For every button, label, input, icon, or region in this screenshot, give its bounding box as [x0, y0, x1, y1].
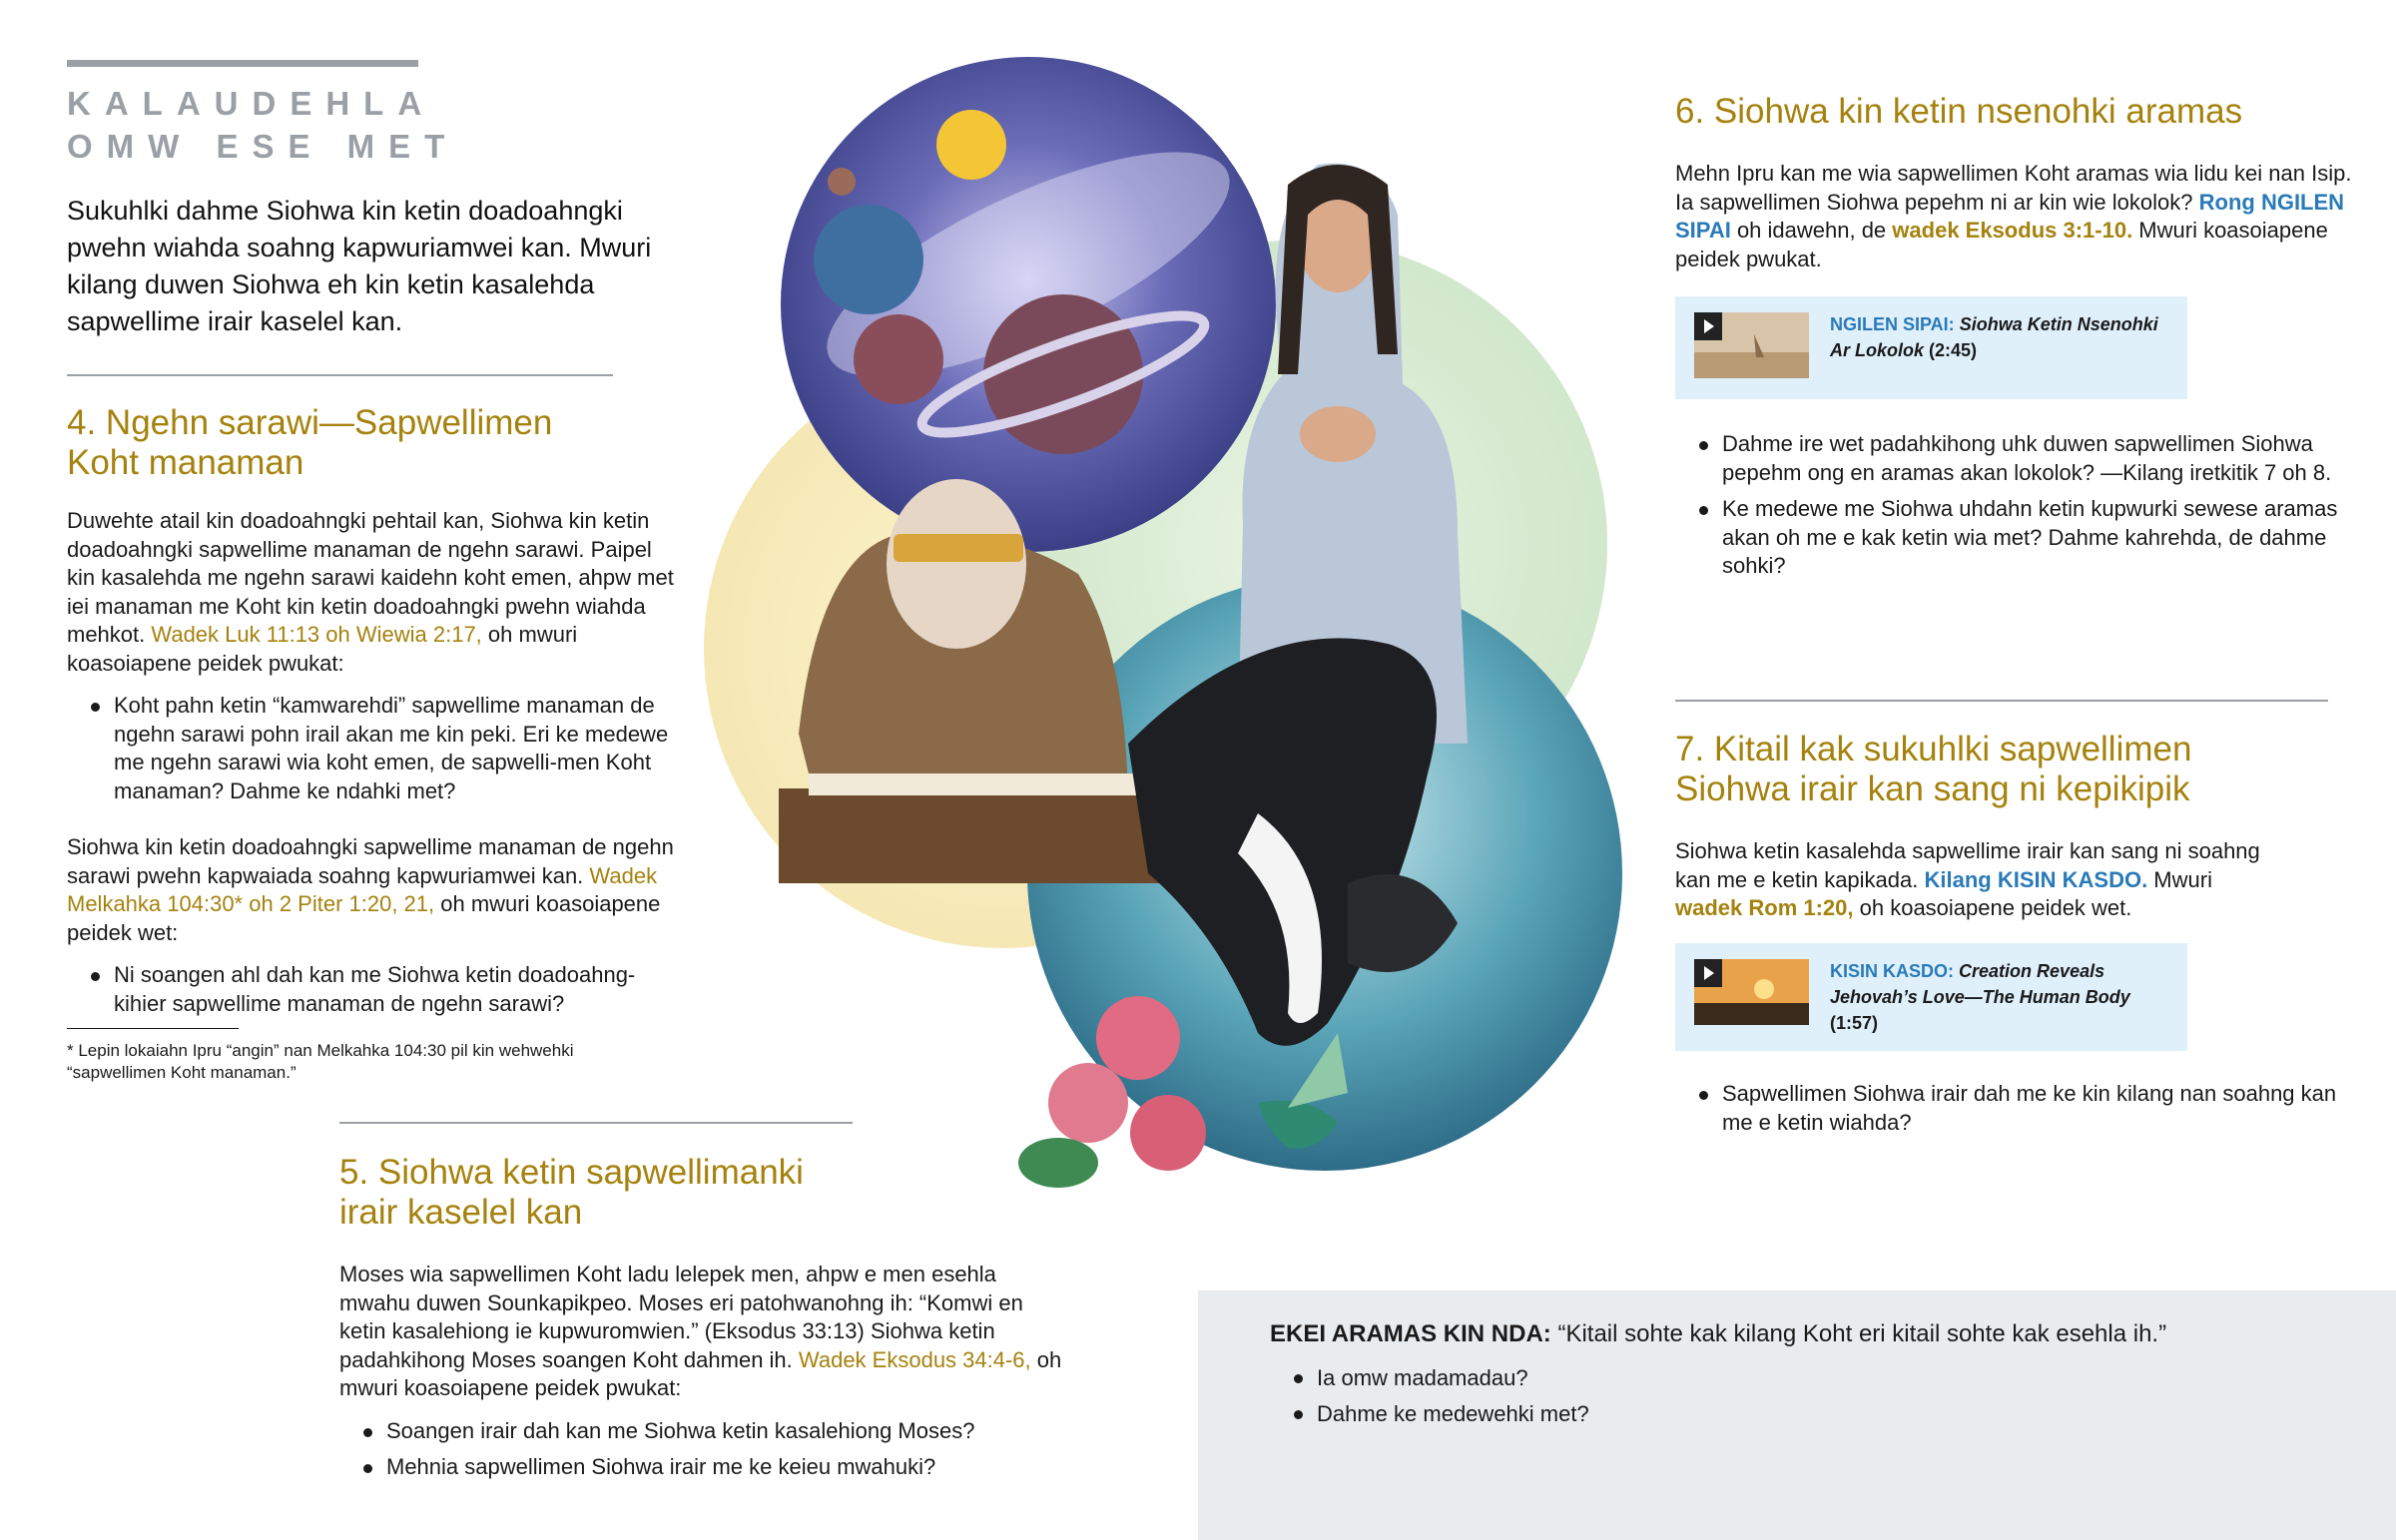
section-7-title — [1675, 730, 2354, 809]
question-text: Ke medewe me Siohwa uhdahn ketin kupwurki sewese aramas akan oh me e kak ketin wia met? Dahme kahrehda, de dahme sohki? — [1722, 496, 2338, 578]
section-7-p1-text: Siohwa ketin kasalehda sapwellime irair kan sang ni soahng kan me e ketin kapikada. — [1675, 838, 2260, 892]
flower-icon — [1130, 1095, 1206, 1171]
intro-text: Sukuhlki dahme Siohwa kin ketin doadoahngki pwehn wiahda soahng kapwuriamwei kan. Mwuri kilang duwen Siohwa eh kin ketin kasalehda sapwellime irair kaselel kan. — [67, 196, 652, 336]
section-5-p1-end: oh mwuri koasoiapene peidek pwukat: — [339, 1346, 1062, 1400]
list-item — [67, 961, 686, 1018]
scripture-reference[interactable]: Wadek Luk 11:13 oh Wiewia 2:17, — [151, 622, 482, 647]
section-4-paragraph-1 — [67, 507, 686, 678]
section-kicker — [67, 82, 458, 168]
bullet-icon — [1294, 1374, 1303, 1383]
section-7-p1-end: oh koasoiapene peidek wet. — [1853, 895, 2132, 920]
section-5-questions — [339, 1417, 1078, 1482]
section-6-p1-end: Mwuri koasoiapene peidek pwukat. — [1675, 218, 2328, 271]
video-card[interactable] — [1675, 943, 2187, 1051]
scripture-reference[interactable]: Wadek Melkahka 104:30* oh 2 Piter 1:20, 21, — [67, 862, 658, 916]
leaf-icon — [1018, 1138, 1098, 1188]
section-6-p1-text: Mehn Ipru kan me wia sapwellimen Koht aramas wia lidu kei nan Isip. Ia sapwellimen Siohwa pepehm ni ar kin wie lokolok? — [1675, 161, 2352, 215]
objection-box — [1198, 1290, 2396, 1540]
section-4-title-line-2: Koht manaman — [67, 443, 304, 482]
list-item — [339, 1453, 1078, 1482]
writing-desk — [779, 788, 1198, 883]
kicker-line-2: OMW ESE MET — [67, 128, 459, 165]
folded-hands — [1300, 406, 1376, 462]
question-text: Ni soangen ahl dah kan me Siohwa ketin doadoahng-kihier sapwellime manaman de ngehn sarawi? — [114, 962, 636, 1016]
play-icon[interactable] — [1694, 959, 1722, 987]
section-4-paragraph-2 — [67, 833, 686, 947]
bullet-icon — [91, 972, 100, 981]
bullet-icon — [363, 1428, 372, 1437]
objection-questions — [1270, 1360, 2268, 1432]
video-title: Creation Reveals Jehovah’s Love—The Human Body — [1830, 961, 2130, 1007]
video-duration: (1:57) — [1830, 1013, 1879, 1033]
saturn-icon — [983, 294, 1143, 454]
flower-icon — [1048, 1063, 1128, 1143]
bullet-icon — [1294, 1410, 1303, 1419]
video-card[interactable] — [1675, 296, 2187, 399]
list-item — [1675, 1080, 2354, 1137]
section-5-paragraph — [339, 1261, 1068, 1403]
section-4-title — [67, 403, 686, 483]
video-tag: NGILEN SIPAI: — [1830, 314, 1955, 334]
objection-label: EKEI ARAMAS KIN NDA: — [1270, 1320, 1551, 1347]
question-text: Soangen irair dah kan me Siohwa ketin kasalehiong Moses? — [386, 1417, 975, 1443]
header-rule — [67, 60, 418, 67]
earth-icon — [814, 205, 923, 314]
section-5-title-line-2: irair kaselel kan — [339, 1193, 583, 1232]
bullet-icon — [1699, 1091, 1708, 1100]
section-5-title-line-1: 5. Siohwa ketin sapwellimanki — [339, 1153, 804, 1192]
list-item — [1675, 430, 2354, 487]
question-text: Koht pahn ketin “kamwarehdi” sapwellime manaman de ngehn sarawi pohn irail akan me kin peki. Eri ke medewe me ngehn sarawi wia koht emen, de sapwelli-men Koht manaman? Dahme ke ndahki met? — [114, 693, 669, 803]
section-4-p2-text: Siohwa kin ketin doadoahngki sapwellime manaman de ngehn sarawi pwehn kapwaiada soahng kapwuriamwei kan. — [67, 834, 674, 888]
list-item — [1675, 495, 2354, 581]
scripture-reference[interactable]: Wadek Eksodus 34:4-6, — [798, 1346, 1031, 1372]
question-text: Mehnia sapwellimen Siohwa irair me ke keieu mwahuki? — [386, 1454, 936, 1479]
planet-icon — [854, 314, 943, 404]
section-4-p1-text: Duwehte atail kin doadoahngki pehtail kan, Siohwa kin ketin doadoahngki sapwellime manaman de ngehn sarawi. Paipel kin kasalehda me ngehn sarawi kaidehn koht emen, ahpw met iei manaman me Koht kin ketin doadoahngki pwehn wiahda mehkot. — [67, 508, 674, 647]
scripture-reference[interactable]: wadek Rom 1:20, — [1675, 895, 1854, 920]
bullet-icon — [1699, 506, 1708, 515]
scripture-reference[interactable]: wadek Eksodus 3:1-10. — [1892, 218, 2133, 243]
question-text: Sapwellimen Siohwa irair dah me ke kin kilang nan soahng kan me e ketin wiahda? — [1722, 1081, 2337, 1135]
video-caption — [1830, 311, 2169, 363]
video-link[interactable]: Kilang KISIN KASDO. — [1924, 866, 2148, 892]
section-6-title: 6. Siohwa kin ketin nsenohki aramas — [1675, 92, 2243, 131]
scroll — [809, 773, 1168, 795]
video-caption — [1830, 958, 2169, 1036]
section-6-paragraph — [1675, 160, 2354, 273]
question-text: Dahme ke medewehki met? — [1317, 1401, 1589, 1426]
bullet-icon — [1699, 441, 1708, 450]
section-4-title-line-1: 4. Ngehn sarawi—Sapwellimen — [67, 403, 553, 442]
divider — [1675, 700, 2328, 702]
moon-icon — [828, 168, 856, 196]
kicker-line-1: KALAUDEHLA — [67, 85, 436, 122]
section-7-questions — [1675, 1080, 2354, 1137]
section-5-p1-text: Moses wia sapwellimen Koht ladu lelepek men, ahpw e men esehla mwahu duwen Sounkapikpeo. Moses eri patohwanohng ih: “Komwi en ketin kasalehiong ie kupwuromwien.” (Eksodus 33:13) Siohwa ketin padahkihong Moses soangen Koht dahmen ih. — [339, 1262, 1023, 1372]
section-7-paragraph — [1675, 837, 2274, 923]
section-4-p2-end: oh mwuri koasoiapene peidek wet: — [67, 891, 661, 945]
section-4 — [67, 403, 686, 1018]
section-4-p1-end: oh mwuri koasoiapene peidek pwukat: — [67, 622, 578, 676]
section-6-questions — [1675, 430, 2354, 581]
section-6 — [1675, 92, 2354, 273]
list-item — [1270, 1360, 2268, 1396]
section-7-p1-mid: Mwuri — [2147, 866, 2212, 892]
footnote: * Lepin lokaiahn Ipru “angin” nan Melkahka 104:30 pil kin wehwehki “sapwellimen Koht manaman.” — [67, 1041, 574, 1082]
scribe-headband — [894, 534, 1023, 562]
section-7-title-line-2: Siohwa irair kan sang ni kepikipik — [1675, 770, 2190, 808]
objection-quote — [1270, 1318, 2368, 1350]
section-4-questions-2 — [67, 961, 686, 1018]
sun-icon — [936, 110, 1006, 180]
video-link[interactable]: Rong NGILEN SIPAI — [1675, 189, 2345, 243]
footnote-rule — [67, 1028, 239, 1029]
question-text: Ia omw madamadau? — [1317, 1365, 1528, 1390]
video-tag: KISIN KASDO: — [1830, 961, 1955, 981]
scribe-head — [887, 479, 1026, 649]
question-text: Dahme ire wet padahkihong uhk duwen sapwellimen Siohwa pepehm ong en aramas akan lokolok? —Kilang iretkitik 7 oh 8. — [1722, 431, 2332, 485]
flower-icon — [1096, 996, 1180, 1080]
play-icon[interactable] — [1694, 312, 1722, 340]
video-duration: (2:45) — [1929, 340, 1978, 360]
list-item — [1270, 1396, 2268, 1432]
bullet-icon — [91, 703, 100, 712]
divider — [67, 374, 613, 376]
section-7 — [1675, 730, 2354, 923]
section-6-p1-mid: oh idawehn, de — [1730, 218, 1893, 243]
section-7-title-line-1: 7. Kitail kak sukuhlki sapwellimen — [1675, 730, 2192, 769]
video-title: Siohwa Ketin Nsenohki Ar Lokolok — [1830, 314, 2158, 360]
objection-text: “Kitail sohte kak kilang Koht eri kitail sohte kak esehla ih.” — [1557, 1320, 2167, 1347]
section-4-questions-1 — [67, 692, 686, 805]
bullet-icon — [363, 1464, 372, 1473]
creation-illustration — [699, 55, 1637, 1223]
list-item — [67, 692, 686, 805]
list-item — [339, 1417, 1078, 1446]
